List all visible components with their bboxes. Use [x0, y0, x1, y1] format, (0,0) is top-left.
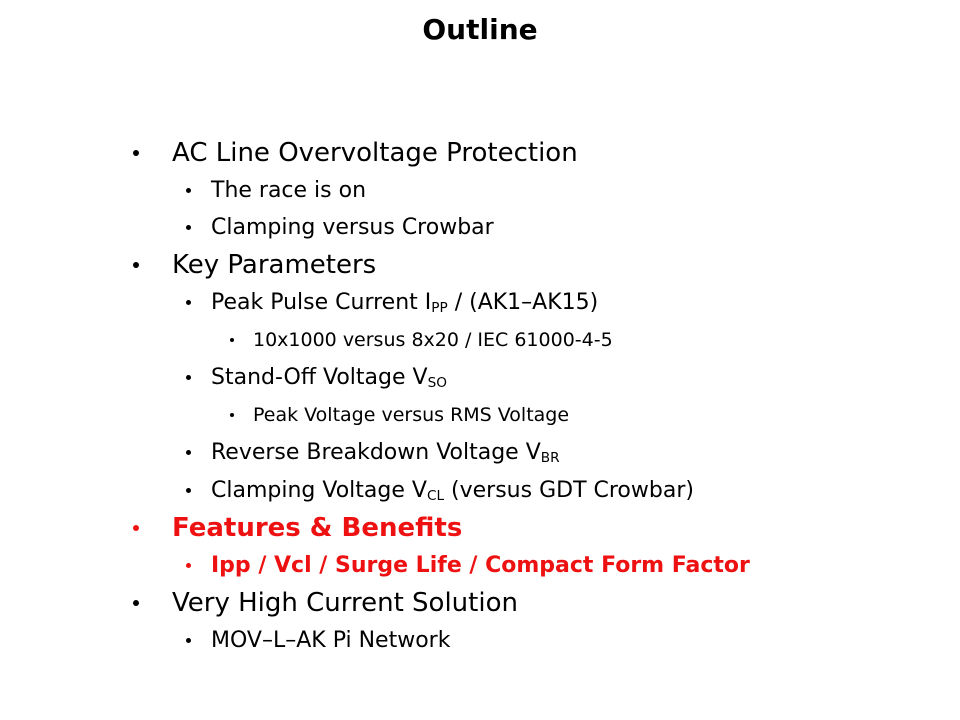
- outline-item: [0, 172, 960, 210]
- bullet-icon: [230, 338, 234, 342]
- bullet-icon: [133, 262, 139, 268]
- outline-item-text: AC Line Overvoltage Protection: [172, 137, 578, 168]
- outline-item-text: Ipp / Vcl / Surge Life / Compact Form Factor: [211, 552, 750, 578]
- outline-item: [0, 584, 960, 622]
- outline-item-text: MOV–L–AK Pi Network: [211, 627, 451, 653]
- outline-item-text: The race is on: [211, 177, 367, 203]
- outline-item: [0, 247, 960, 285]
- bullet-icon: [186, 300, 191, 305]
- bullet-icon: [186, 225, 191, 230]
- outline-item: [0, 472, 960, 510]
- bullet-icon: [186, 638, 191, 643]
- bullet-icon: [133, 150, 139, 156]
- outline-item-text: Reverse Breakdown Voltage $V_{BR}$: [211, 440, 560, 467]
- outline-item-text: Stand-Off Voltage $V_{SO}$: [211, 365, 447, 392]
- bullet-icon: [186, 488, 191, 493]
- outline-item: [0, 622, 960, 660]
- outline-item-text: Features & Benefits: [172, 512, 463, 543]
- outline-item-text: Peak Voltage versus RMS Voltage: [253, 404, 570, 427]
- outline-item-text: Clamping versus Crowbar: [211, 215, 494, 241]
- outline-item: [0, 434, 960, 472]
- outline-item-text: Key Parameters: [172, 250, 377, 281]
- outline-item: [0, 397, 960, 435]
- outline-item-text: 10x1000 versus 8x20 / IEC 61000-4-5: [253, 329, 613, 352]
- slide-title: Outline: [422, 13, 538, 46]
- outline-item: [0, 547, 960, 585]
- bullet-icon: [186, 375, 191, 380]
- outline-list: [0, 134, 960, 659]
- bullet-icon: [230, 413, 234, 417]
- outline-item: [0, 359, 960, 397]
- outline-item-text: Peak Pulse Current $I_{PP} / (AK1-AK15)$: [211, 290, 599, 317]
- outline-item-text: Clamping Voltage $V_{CL}$ (versus GDT Crowbar): [211, 477, 694, 504]
- bullet-icon: [133, 525, 139, 531]
- outline-item: [0, 284, 960, 322]
- outline-item-text: Very High Current Solution: [172, 587, 518, 618]
- bullet-icon: [186, 450, 191, 455]
- outline-item: [0, 322, 960, 360]
- outline-item: [0, 209, 960, 247]
- bullet-icon: [133, 600, 139, 606]
- bullet-icon: [186, 563, 191, 568]
- bullet-icon: [186, 188, 191, 193]
- outline-item: [0, 134, 960, 172]
- outline-item: [0, 509, 960, 547]
